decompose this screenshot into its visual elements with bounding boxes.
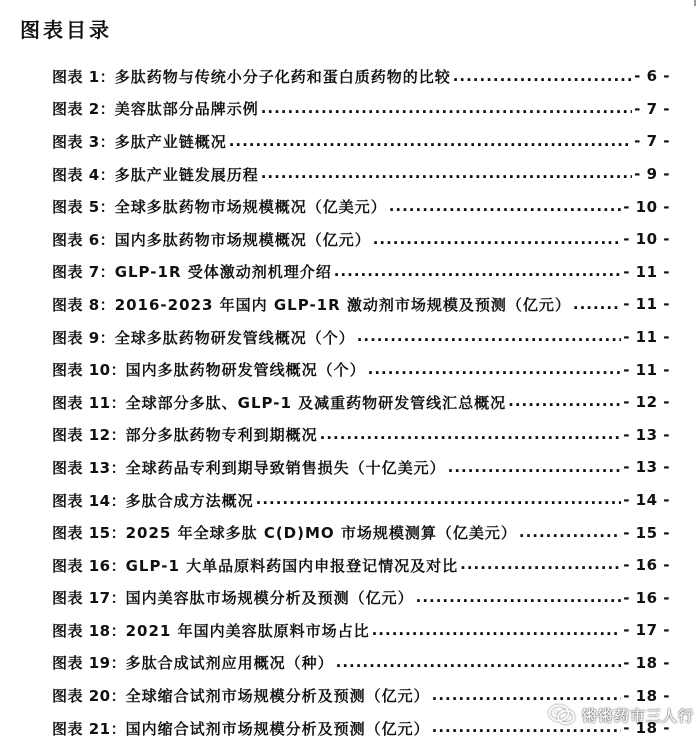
toc-entry-page: - 11 - <box>623 360 670 379</box>
toc-entry-separator: ： <box>99 328 115 347</box>
toc-entry-text: 国内美容肽市场规模分析及预测（亿元） <box>125 589 414 608</box>
toc-entry-separator: ： <box>110 393 126 412</box>
toc-entry-page: - 16 - <box>623 588 670 607</box>
toc-entry-page: - 7 - <box>634 132 670 151</box>
toc-entry-page: - 11 - <box>623 295 670 314</box>
toc-dot-leader <box>416 590 622 605</box>
toc-entry[interactable] <box>52 679 670 712</box>
toc-entry-page: - 18 - <box>623 686 670 705</box>
toc-entry-label: 图表 8 <box>52 295 100 314</box>
toc-dot-leader <box>320 427 622 442</box>
toc-dot-leader <box>432 688 622 703</box>
toc-entry-page: - 14 - <box>623 491 670 510</box>
toc-entry-page: - 12 - <box>623 393 670 412</box>
toc-entry-page: - 15 - <box>623 523 670 542</box>
toc-entry[interactable] <box>52 223 670 256</box>
toc-entry-separator: ： <box>110 361 126 380</box>
toc-entry-text: GLP-1R 受体激动剂机理介绍 <box>114 263 332 282</box>
toc-entry-label: 图表 6 <box>52 230 100 249</box>
page-corner-mark <box>694 0 696 6</box>
toc-entry[interactable] <box>52 125 670 158</box>
toc-entry-separator: ： <box>99 295 115 314</box>
toc-entry-separator: ： <box>110 458 126 477</box>
toc-entry-separator: ： <box>99 165 115 184</box>
toc-dot-leader <box>373 232 622 247</box>
toc-entry-page: - 10 - <box>623 230 670 249</box>
toc-entry-separator: ： <box>110 426 126 445</box>
toc-entry-label: 图表 14 <box>52 491 111 510</box>
toc-entry[interactable] <box>52 93 670 126</box>
toc-entry-text: 多肽产业链发展历程 <box>114 165 259 184</box>
toc-entry-text: 全球多肽药物研发管线概况（个） <box>114 328 355 347</box>
toc-dot-leader <box>334 264 621 279</box>
toc-dot-leader <box>573 297 621 312</box>
toc-entry-page: - 11 - <box>623 262 670 281</box>
toc-entry-label: 图表 18 <box>52 621 111 640</box>
toc-entry[interactable] <box>52 386 670 419</box>
toc-entry-text: 2025 年全球多肽 C(D)MO 市场规模测算（亿美元） <box>125 524 517 543</box>
toc-entry-separator: ： <box>110 491 126 510</box>
toc-entry[interactable] <box>52 190 670 223</box>
toc-entry[interactable] <box>52 549 670 582</box>
toc-entry-page: - 18 - <box>623 719 670 738</box>
toc-entry[interactable] <box>52 614 670 647</box>
toc-entry-label: 图表 9 <box>52 328 100 347</box>
toc-entry-page: - 17 - <box>623 621 670 640</box>
toc-entry[interactable] <box>52 353 670 386</box>
toc-dot-leader <box>460 558 621 573</box>
toc-entry-text: 全球部分多肽、GLP-1 及减重药物研发管线汇总概况 <box>125 393 507 412</box>
toc-entry-label: 图表 21 <box>52 719 111 738</box>
toc-entry-page: - 13 - <box>623 425 670 444</box>
toc-entry-separator: ： <box>99 132 115 151</box>
toc-entry-page: - 9 - <box>634 165 670 184</box>
toc-entry-label: 图表 15 <box>52 524 111 543</box>
toc-entry-label: 图表 10 <box>52 361 111 380</box>
toc-entry-page: - 7 - <box>634 99 670 118</box>
toc-entry-separator: ： <box>110 621 126 640</box>
toc-entry-text: 国内多肽药物研发管线概况（个） <box>125 361 366 380</box>
toc-entry-separator: ： <box>110 589 126 608</box>
toc-dot-leader <box>368 362 622 377</box>
toc-entry[interactable] <box>52 484 670 517</box>
toc-entry-label: 图表 7 <box>52 263 100 282</box>
toc-dot-leader <box>432 721 622 736</box>
toc-dot-leader <box>256 493 622 508</box>
toc-entry-text: 全球药品专利到期导致销售损失（十亿美元） <box>125 458 446 477</box>
toc-entry[interactable] <box>52 712 670 744</box>
toc-entry[interactable] <box>52 516 670 549</box>
toc-entry[interactable] <box>52 158 670 191</box>
toc-entry[interactable] <box>52 321 670 354</box>
toc-entry-text: 多肽合成试剂应用概况（种） <box>125 654 334 673</box>
toc-dot-leader <box>453 69 632 84</box>
toc-entry-separator: ： <box>110 524 126 543</box>
toc-dot-leader <box>389 199 622 214</box>
toc-dot-leader <box>261 101 632 116</box>
toc-entry-separator: ： <box>110 719 126 738</box>
toc-entry[interactable] <box>52 451 670 484</box>
toc-entry-page: - 13 - <box>623 458 670 477</box>
toc-entry-text: 部分多肽药物专利到期概况 <box>125 426 318 445</box>
toc-entry-text: 多肽合成方法概况 <box>125 491 254 510</box>
toc-entry-text: 全球缩合试剂市场规模分析及预测（亿元） <box>125 687 430 706</box>
toc-entry-label: 图表 13 <box>52 458 111 477</box>
toc-entry-page: - 6 - <box>634 67 670 86</box>
toc-entry-text: 国内多肽药物市场规模概况（亿元） <box>114 230 371 249</box>
toc-entry-separator: ： <box>110 654 126 673</box>
toc-dot-leader <box>357 330 622 345</box>
toc-entry-separator: ： <box>110 556 126 575</box>
toc-entry[interactable] <box>52 256 670 289</box>
toc-dot-leader <box>261 167 632 182</box>
toc-title: 图表目录 <box>20 18 112 42</box>
toc-entry-label: 图表 5 <box>52 198 100 217</box>
toc-entry[interactable] <box>52 419 670 452</box>
toc-dot-leader <box>448 460 622 475</box>
toc-entry-label: 图表 17 <box>52 589 111 608</box>
toc-entry-label: 图表 20 <box>52 687 111 706</box>
toc-entry-text: 2016-2023 年国内 GLP-1R 激动剂市场规模及预测（亿元） <box>114 295 571 314</box>
toc-entry-separator: ： <box>99 198 115 217</box>
toc-entry-page: - 11 - <box>623 328 670 347</box>
toc-entry[interactable] <box>52 288 670 321</box>
toc-entry-page: - 16 - <box>623 556 670 575</box>
toc-entry-page: - 10 - <box>623 197 670 216</box>
toc-entry-label: 图表 2 <box>52 100 100 119</box>
toc-entry-label: 图表 19 <box>52 654 111 673</box>
watermark-text: 锵锵药市三人行 <box>581 706 694 725</box>
toc-entry-text: GLP-1 大单品原料药国内申报登记情况及对比 <box>125 556 459 575</box>
toc-entry-page: - 18 - <box>623 653 670 672</box>
toc-dot-leader <box>519 525 621 540</box>
toc-entry-text: 美容肽部分品牌示例 <box>114 100 259 119</box>
toc-entry-text: 全球多肽药物市场规模概况（亿美元） <box>114 198 387 217</box>
toc-entry-separator: ： <box>99 263 115 282</box>
toc-entry-text: 多肽产业链概况 <box>114 132 227 151</box>
toc-dot-leader <box>336 655 622 670</box>
toc-dot-leader <box>508 395 621 410</box>
toc-entry[interactable] <box>52 647 670 680</box>
toc-dot-leader <box>372 623 622 638</box>
toc-entry-label: 图表 3 <box>52 132 100 151</box>
toc-entry[interactable] <box>52 582 670 615</box>
toc-dot-leader <box>229 134 632 149</box>
toc-entry-separator: ： <box>99 67 115 86</box>
toc-entry-text: 多肽药物与传统小分子化药和蛋白质药物的比较 <box>114 67 451 86</box>
toc-entry-label: 图表 16 <box>52 556 111 575</box>
toc-entry-label: 图表 12 <box>52 426 111 445</box>
toc-entry[interactable] <box>52 60 670 93</box>
toc-entry-label: 图表 4 <box>52 165 100 184</box>
toc-entry-text: 国内缩合试剂市场规模分析及预测（亿元） <box>125 719 430 738</box>
toc-entry-separator: ： <box>110 687 126 706</box>
toc-entry-label: 图表 11 <box>52 393 111 412</box>
toc-entry-separator: ： <box>99 230 115 249</box>
toc-entry-label: 图表 1 <box>52 67 100 86</box>
toc-entry-text: 2021 年国内美容肽原料市场占比 <box>125 621 370 640</box>
toc-list <box>52 60 670 744</box>
toc-entry-separator: ： <box>99 100 115 119</box>
